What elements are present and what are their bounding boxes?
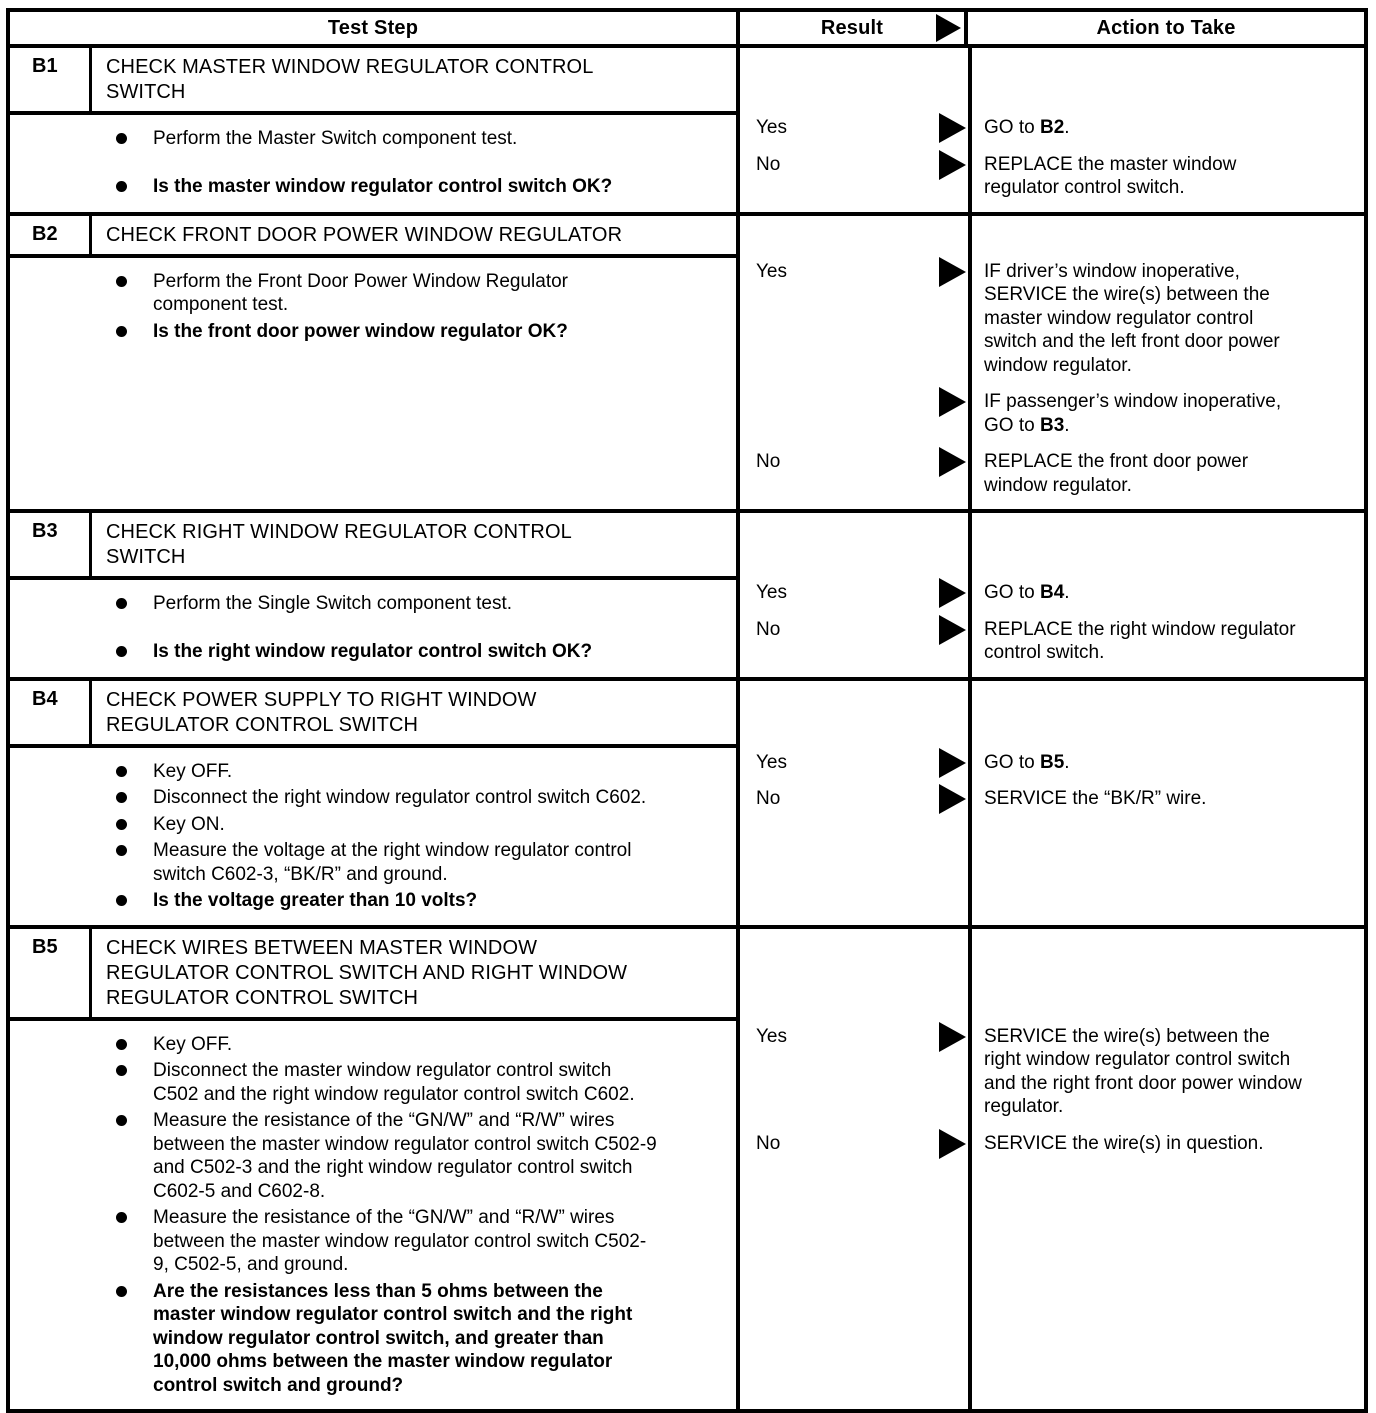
action-step-ref: B2 <box>1039 117 1065 138</box>
action-cell <box>966 116 1364 140</box>
action-cell <box>966 787 1364 811</box>
step-instructions <box>10 258 736 356</box>
instruction-text: Key ON. <box>153 813 225 835</box>
action-cell <box>966 450 1364 497</box>
action-cell <box>966 1132 1364 1156</box>
test-step-row-b5 <box>10 929 1364 1410</box>
action-step-ref: B3 <box>1039 414 1065 436</box>
instruction-text: Perform the Master Switch component test. <box>153 128 518 149</box>
result-action-area <box>740 513 1364 677</box>
step-title-line: CHECK POWER SUPPLY TO RIGHT WINDOW <box>106 688 537 711</box>
instruction-item <box>10 592 736 616</box>
instruction-text: Perform the Single Switch component test. <box>153 593 513 614</box>
action-cell <box>966 390 1364 437</box>
instruction-item <box>10 1059 736 1106</box>
step-title-line: CHECK FRONT DOOR POWER WINDOW REGULATOR <box>106 223 623 246</box>
step-title <box>92 48 599 111</box>
action-text: SERVICE the wire(s) between the right window regulator control switch and the right front door power window regulator. <box>984 1025 1302 1117</box>
step-title <box>92 681 543 744</box>
result-label: Yes <box>756 582 787 603</box>
bullet-icon <box>116 1115 127 1126</box>
action-text: SERVICE the wire(s) in question. <box>984 1132 1264 1154</box>
step-title-band <box>10 929 736 1021</box>
step-title-band <box>10 681 736 748</box>
action-text: . <box>1064 751 1070 773</box>
bullet-icon <box>116 819 127 830</box>
table-header-row <box>10 12 1364 48</box>
instruction-question: Is the master window regulator control switch OK? <box>153 175 613 197</box>
result-arrow-icon <box>939 447 966 477</box>
instruction-text: Measure the voltage at the right window regulator control switch C602-3, “BK/R” and ground. <box>153 840 632 885</box>
result-action-area <box>740 929 1364 1410</box>
result-column-header <box>740 12 968 44</box>
result-arrow-icon <box>939 150 966 180</box>
bullet-icon <box>116 646 127 657</box>
action-text: IF passenger’s window inoperative, GO to <box>984 391 1282 436</box>
action-step-ref: B5 <box>1039 751 1065 773</box>
result-action-entry <box>740 153 1364 200</box>
bullet-icon <box>116 792 127 803</box>
instruction-text: Disconnect the master window regulator control switch C502 and the right window regulator control switch C602. <box>153 1060 635 1105</box>
step-instructions <box>10 1021 736 1410</box>
step-title-line: SWITCH <box>106 546 186 568</box>
action-text: REPLACE the front door power window regulator. <box>984 451 1249 496</box>
result-action-entry <box>740 618 1364 665</box>
step-number: B5 <box>10 929 92 1017</box>
bullet-icon <box>116 133 127 144</box>
result-arrow-icon <box>939 1022 966 1052</box>
step-title-line: CHECK RIGHT WINDOW REGULATOR CONTROL <box>106 521 572 543</box>
step-title-band <box>10 216 736 258</box>
instruction-item <box>10 813 736 837</box>
instruction-text: Measure the resistance of the “GN/W” and “R/W” wires between the master window regulator control switch C502-9 and C502-3 and the right window regulator control switch C602-5 and C602-8. <box>153 1110 657 1202</box>
step-title-line: CHECK MASTER WINDOW REGULATOR CONTROL <box>106 56 594 78</box>
test-step-cell <box>10 48 740 212</box>
result-action-entry <box>740 581 1364 605</box>
instruction-item <box>10 270 736 317</box>
action-cell <box>966 618 1364 665</box>
result-arrow-icon <box>939 113 966 143</box>
instruction-text: Perform the Front Door Power Window Regulator component test. <box>153 270 568 315</box>
action-cell <box>966 153 1364 200</box>
instruction-item <box>10 1033 736 1057</box>
bullet-icon <box>116 181 127 192</box>
test-step-cell <box>10 216 740 510</box>
instruction-item <box>10 786 736 810</box>
result-action-entry <box>740 260 1364 378</box>
result-action-entry <box>740 751 1364 775</box>
step-number: B3 <box>10 513 92 576</box>
action-text: . <box>1064 117 1070 138</box>
instruction-item <box>10 1109 736 1203</box>
bullet-icon <box>116 276 127 287</box>
result-action-entry <box>740 787 1364 811</box>
result-action-entry <box>740 1025 1364 1119</box>
action-cell <box>966 751 1364 775</box>
step-title-line: REGULATOR CONTROL SWITCH <box>106 986 419 1009</box>
result-action-entry <box>740 450 1364 497</box>
step-title <box>92 513 578 576</box>
instruction-item <box>10 889 736 913</box>
result-action-entry <box>740 116 1364 140</box>
instruction-item <box>10 175 736 199</box>
instruction-item <box>10 127 736 151</box>
result-cell <box>740 581 966 605</box>
action-column-header: Action to Take <box>1096 16 1236 39</box>
result-label: No <box>756 153 781 175</box>
result-label: Yes <box>756 751 787 773</box>
result-arrow-icon <box>939 748 966 778</box>
instruction-item <box>10 839 736 886</box>
instruction-item <box>10 1206 736 1277</box>
result-label: No <box>756 451 781 472</box>
result-action-area <box>740 48 1364 212</box>
result-arrow-icon <box>939 387 966 417</box>
result-arrow-icon <box>939 1129 966 1159</box>
result-label: Yes <box>756 260 787 282</box>
step-title-line: CHECK WIRES BETWEEN MASTER WINDOW <box>106 936 538 959</box>
step-title <box>92 216 628 254</box>
bullet-icon <box>116 326 127 337</box>
action-text: GO to <box>984 751 1040 773</box>
step-instructions <box>10 748 736 925</box>
action-text: REPLACE the right window regulator control switch. <box>984 618 1296 663</box>
result-cell <box>740 153 966 200</box>
result-cell <box>740 787 966 811</box>
result-label: Yes <box>756 1025 787 1047</box>
step-title-line: REGULATOR CONTROL SWITCH <box>106 713 419 736</box>
result-action-entry <box>740 390 1364 437</box>
result-cell <box>740 618 966 665</box>
action-cell <box>966 1025 1364 1119</box>
bullet-icon <box>116 845 127 856</box>
result-action-area <box>740 216 1364 510</box>
step-number: B1 <box>10 48 92 111</box>
result-label: No <box>756 1132 781 1154</box>
step-title-band <box>10 48 736 115</box>
pinpoint-test-table <box>6 8 1368 1413</box>
bullet-icon <box>116 1039 127 1050</box>
instruction-text: Key OFF. <box>153 760 233 782</box>
action-text: GO to <box>984 117 1040 138</box>
action-cell <box>966 581 1364 605</box>
step-instructions <box>10 580 736 675</box>
step-instructions <box>10 115 736 210</box>
result-cell <box>740 390 966 437</box>
action-cell <box>966 260 1364 378</box>
test-step-cell <box>10 681 740 925</box>
test-step-row-b3 <box>10 513 1364 681</box>
instruction-question: Is the right window regulator control switch OK? <box>153 640 593 662</box>
step-title-band <box>10 513 736 580</box>
result-cell <box>740 751 966 775</box>
result-arrow-icon <box>939 257 966 287</box>
result-label: No <box>756 618 781 640</box>
instruction-text: Disconnect the right window regulator control switch C602. <box>153 787 647 808</box>
instruction-question: Is the voltage greater than 10 volts? <box>153 890 478 911</box>
instruction-text: Measure the resistance of the “GN/W” and “R/W” wires between the master window regulator control switch C502-9, C502-5, and ground. <box>153 1207 647 1275</box>
instruction-item <box>10 1280 736 1398</box>
bullet-icon <box>116 1065 127 1076</box>
result-arrow-icon <box>939 784 966 814</box>
step-number: B4 <box>10 681 92 744</box>
action-step-ref: B4 <box>1039 582 1065 603</box>
instruction-item <box>10 640 736 664</box>
action-text: SERVICE the “BK/R” wire. <box>984 788 1207 809</box>
bullet-icon <box>116 766 127 777</box>
action-text: . <box>1064 414 1070 436</box>
bullet-icon <box>116 1286 127 1297</box>
test-step-row-b1 <box>10 48 1364 216</box>
result-arrow-icon <box>936 14 961 42</box>
bullet-icon <box>116 598 127 609</box>
bullet-icon <box>116 1212 127 1223</box>
result-cell <box>740 1025 966 1119</box>
action-text: REPLACE the master window regulator control switch. <box>984 153 1237 198</box>
instruction-question: Are the resistances less than 5 ohms between the master window regulator control switch and the right window regulator control switch, and greater than 10,000 ohms between the master window regulator control switch and ground? <box>153 1280 633 1396</box>
step-number: B2 <box>10 216 92 254</box>
action-text: GO to <box>984 582 1040 603</box>
step-title-line: REGULATOR CONTROL SWITCH AND RIGHT WINDOW <box>106 961 628 984</box>
result-cell <box>740 116 966 140</box>
result-label: No <box>756 788 781 809</box>
result-arrow-icon <box>939 578 966 608</box>
instruction-question: Is the front door power window regulator OK? <box>153 320 568 342</box>
instruction-text: Key OFF. <box>153 1033 233 1055</box>
result-header-label: Result <box>820 16 884 39</box>
result-action-area <box>740 681 1364 925</box>
test-step-cell <box>10 513 740 677</box>
step-title <box>92 929 633 1017</box>
instruction-item <box>10 320 736 344</box>
test-step-row-b2 <box>10 216 1364 514</box>
instruction-item <box>10 760 736 784</box>
result-action-entry <box>740 1132 1364 1156</box>
result-arrow-icon <box>939 615 966 645</box>
action-text: IF driver’s window inoperative, SERVICE the wire(s) between the master window regulator control switch and the left front door power window regulator. <box>984 260 1280 376</box>
bullet-icon <box>116 895 127 906</box>
test-step-column-header: Test Step <box>10 12 740 44</box>
step-title-line: SWITCH <box>106 81 186 103</box>
result-label: Yes <box>756 117 787 138</box>
result-cell <box>740 260 966 378</box>
result-cell <box>740 1132 966 1156</box>
test-step-row-b4 <box>10 681 1364 929</box>
action-text: . <box>1064 582 1070 603</box>
result-cell <box>740 450 966 497</box>
test-step-cell <box>10 929 740 1410</box>
